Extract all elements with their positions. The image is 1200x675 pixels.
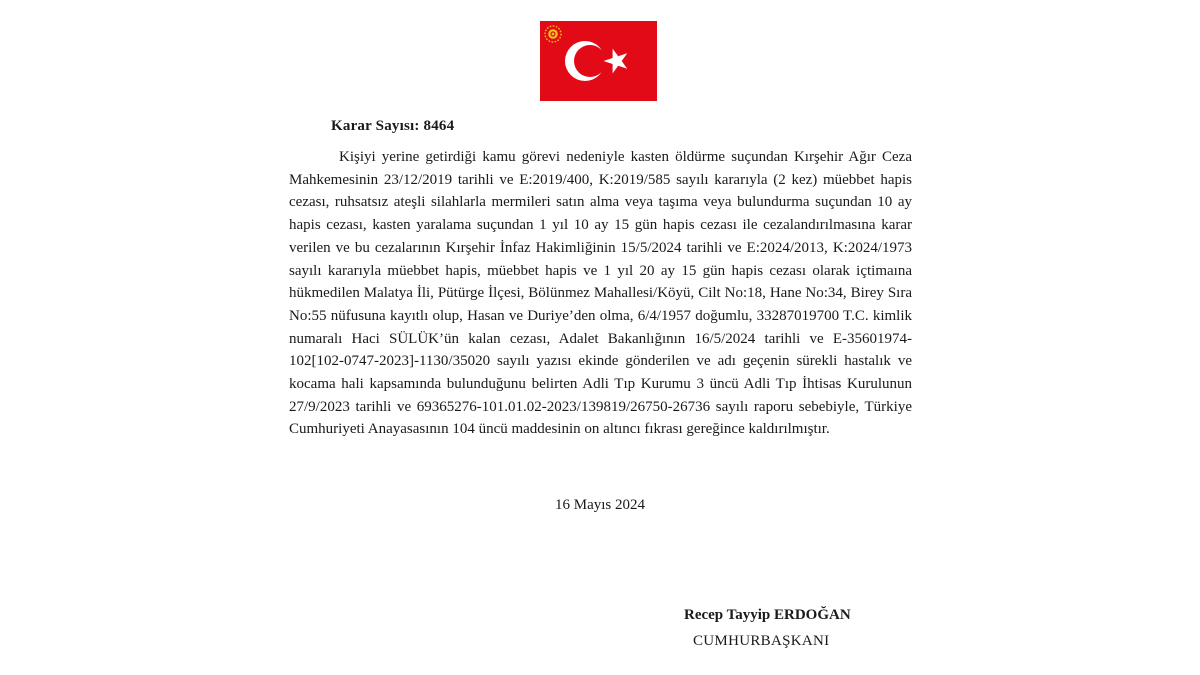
decree-date: 16 Mayıs 2024 [555, 497, 645, 513]
decree-body-text: Kişiyi yerine getirdiği kamu görevi nedeniyle kasten öldürme suçundan Kırşehir Ağır Ceza Mahkemesinin 23/12/2019 tarihli ve E:2019/400, K:2019/585 sayılı kararıyla (2 kez) müebbet hapis cezası, ruhsatsız ateşli silahlarla mermileri satın alma veya taşıma veya bulundurma suçundan 10 ay hapis cezası, kasten yaralama suçundan 1 yıl 10 ay 15 gün hapis cezası ile cezalandırılmasına karar verilen ve bu cezalarının Kırşehir İnfaz Hakimliğinin 15/5/2024 tarihli ve E:2024/2013, K:2024/1973 sayılı kararıyla müebbet hapis, müebbet hapis ve 1 yıl 20 ay 15 gün hapis cezası olarak içtimaına hükmedilen Malatya İli, Pütürge İlçesi, Bölünmez Mahallesi/Köyü, Cilt No:18, Hane No:34, Birey Sıra No:55 nüfusuna kayıtlı olup, Hasan ve Duriye’den olma, 6/4/1957 doğumlu, 33287019700 T.C. kimlik numaralı Haci SÜLÜK’ün kalan cezası, Adalet Bakanlığının 16/5/2024 tarihli ve E-35601974-102[102-0747-2023]-1130/35020 sayılı yazısı ekinde gönderilen ve adı geçenin sürekli hastalık ve kocama hali kapsamında bulunduğunu belirten Adli Tıp Kurumu 3 üncü Adli Tıp İhtisas Kurulunun 27/9/2023 tarihli ve 69365276-101.01.02-2023/139819/26750-26736 sayılı raporu sebebiyle, Türkiye Cumhuriyeti Anayasasının 104 üncü maddesinin on altıncı fıkrası gereğince kaldırılmıştır. [289, 149, 912, 438]
signer-title: CUMHURBAŞKANI [693, 633, 830, 649]
turkish-flag-presidential-seal-icon [540, 21, 657, 101]
signer-name: Recep Tayyip ERDOĞAN [684, 607, 851, 623]
decree-number: Karar Sayısı: 8464 [331, 118, 455, 134]
